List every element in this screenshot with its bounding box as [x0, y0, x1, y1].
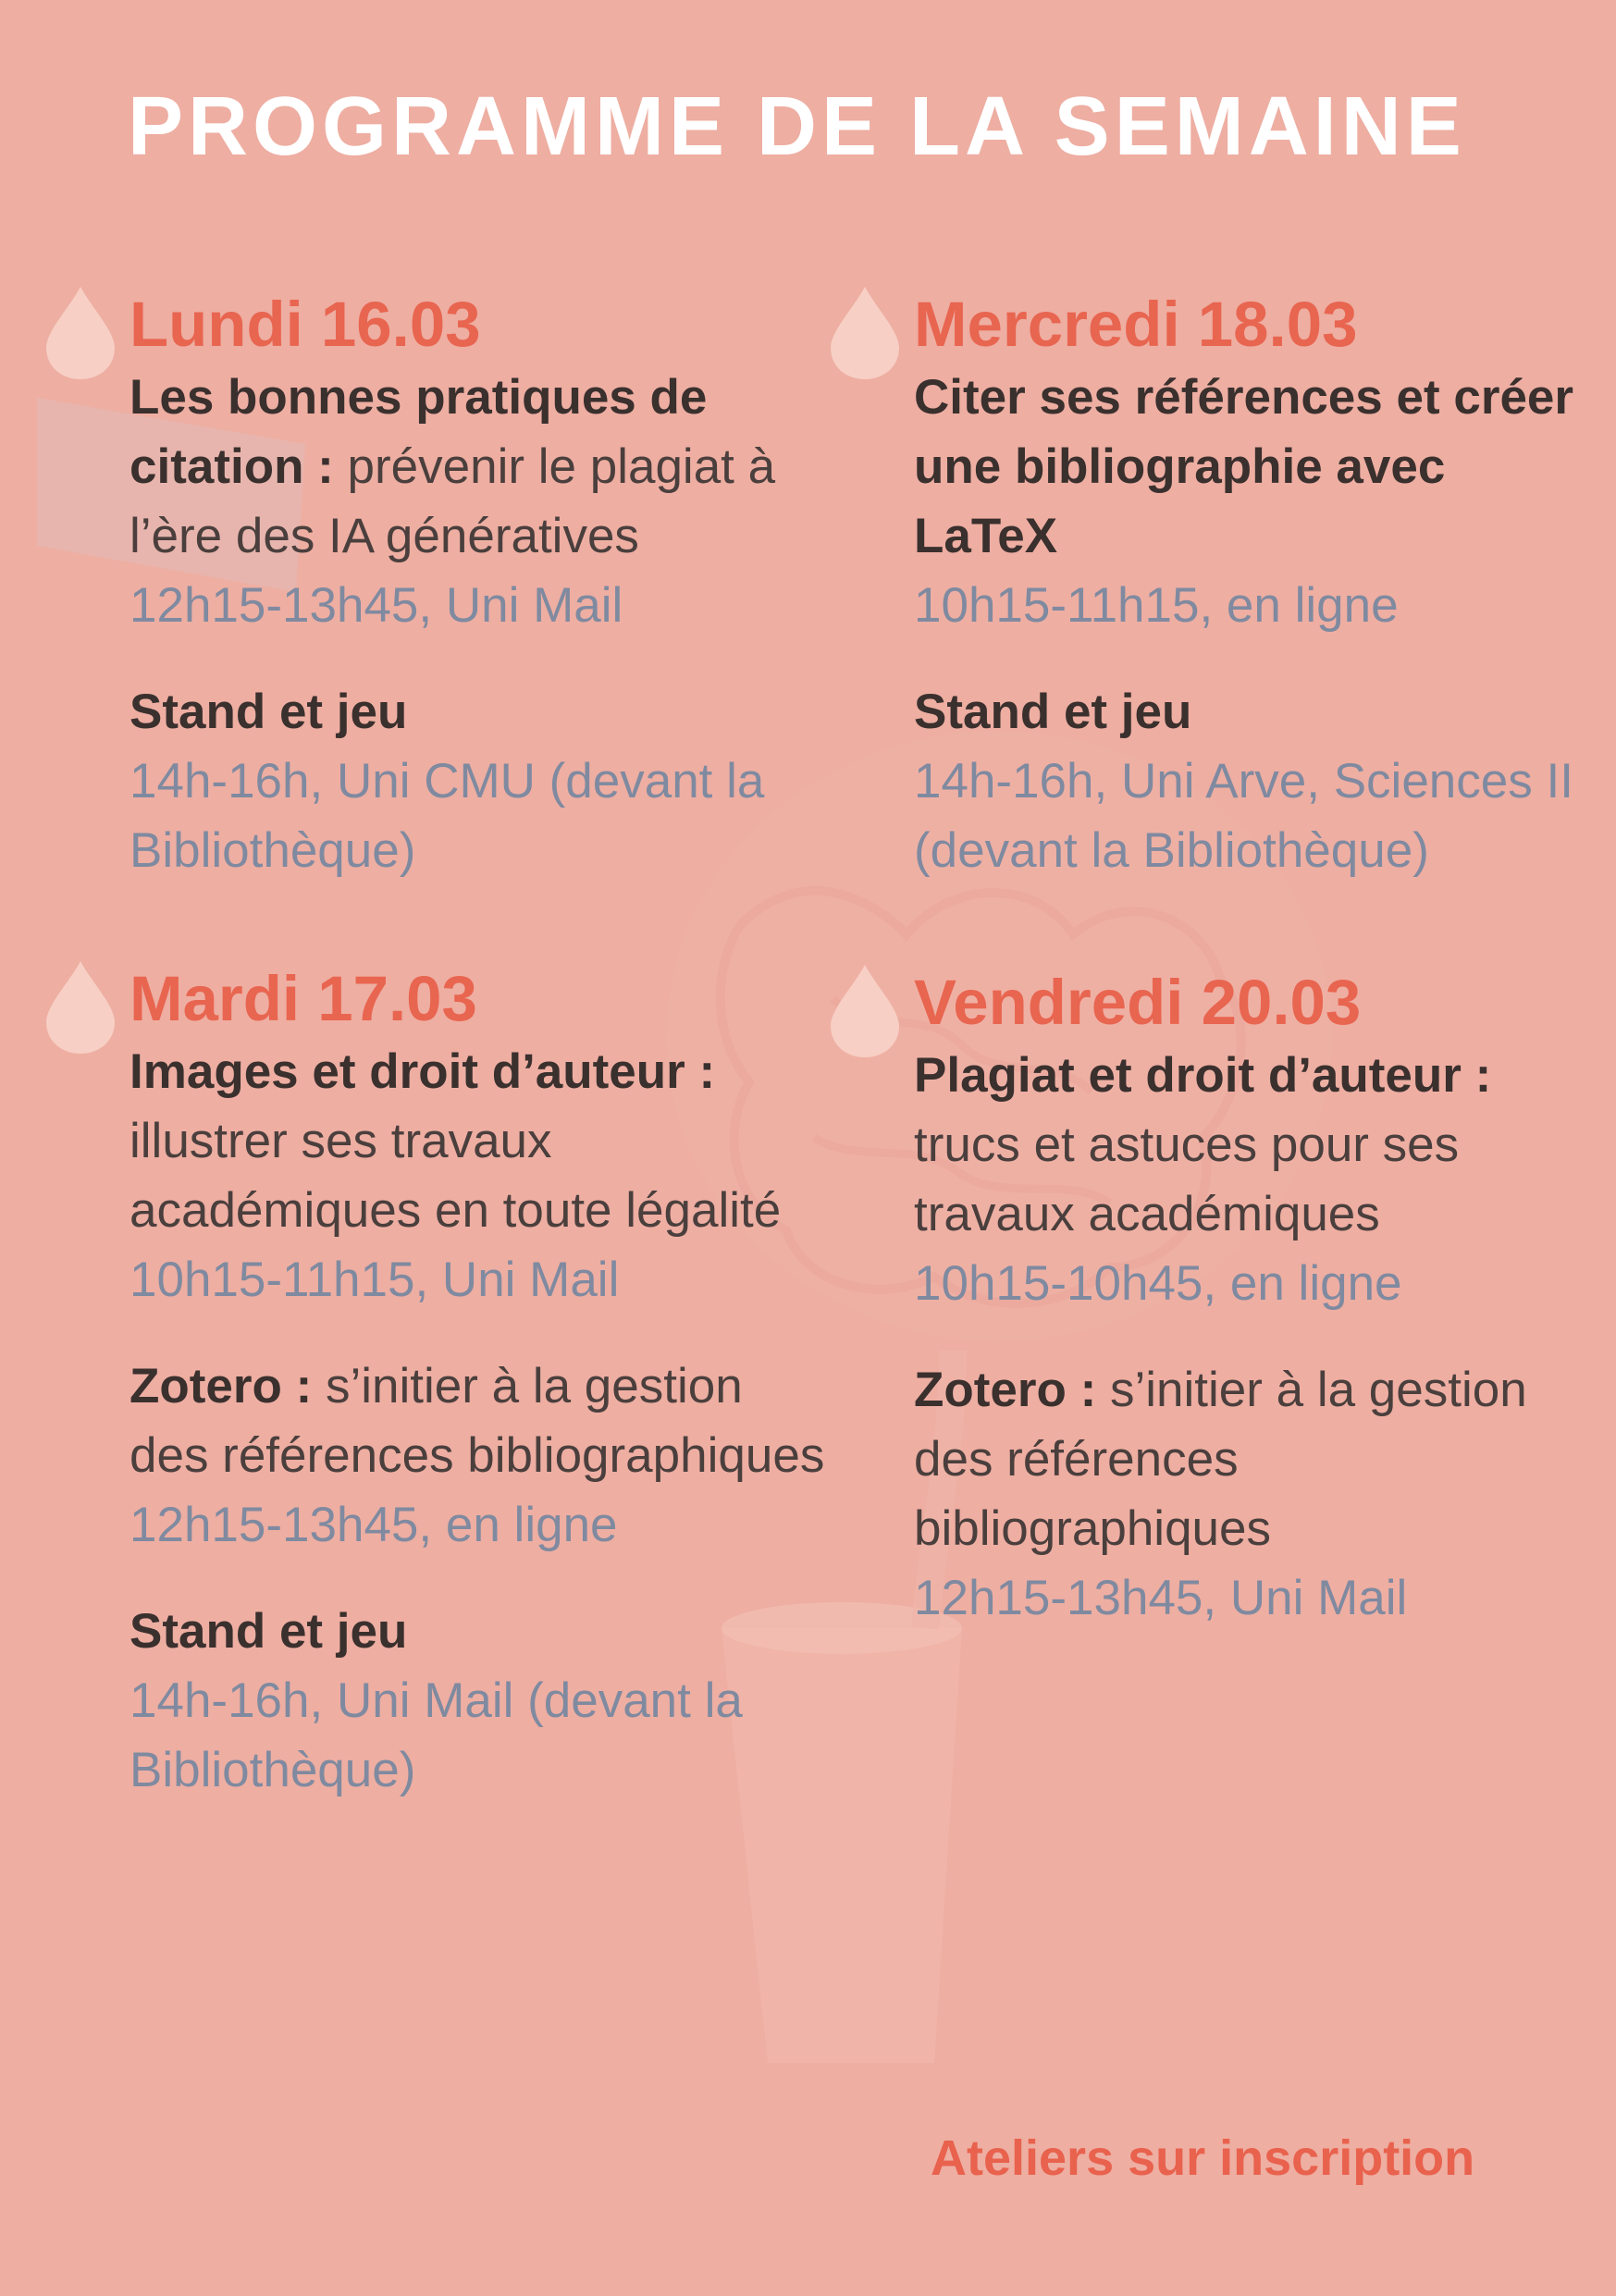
event-time-location: 12h15-13h45, Uni Mail	[130, 578, 623, 633]
event-title: Images et droit d’auteur :	[130, 1044, 716, 1099]
drop-icon	[829, 965, 901, 1057]
event-time-location: 10h15-11h15, Uni Mail	[130, 1253, 620, 1307]
event-item	[914, 1041, 1580, 1318]
event-item	[130, 1352, 833, 1560]
event-description	[914, 363, 1580, 571]
event-description	[130, 363, 833, 571]
event-description	[914, 1355, 1580, 1563]
event-title: Citer ses références et créer une bibliographie avec LaTeX	[914, 370, 1574, 563]
event-subtitle: s’initier à la gestion des références bibliographiques	[130, 1359, 825, 1483]
day-vendredi	[914, 965, 1580, 1633]
event-title: Stand et jeu	[914, 685, 1192, 739]
event-description	[130, 1352, 833, 1490]
event-time-location: 10h15-10h45, en ligne	[914, 1256, 1402, 1311]
event-subtitle: illustrer ses travaux académiques en toute légalité	[130, 1114, 782, 1238]
event-item	[130, 677, 833, 885]
event-item	[914, 677, 1580, 885]
event-time-location: 14h-16h, Uni Arve, Sciences II (devant la Bibliothèque)	[914, 754, 1573, 878]
event-title: Zotero :	[130, 1359, 313, 1413]
day-mercredi	[914, 287, 1580, 885]
event-subtitle: prévenir le plagiat à l’ère des IA génératives	[130, 439, 776, 563]
day-title: Mercredi 18.03	[914, 289, 1358, 360]
event-title: Stand et jeu	[130, 685, 408, 739]
column-left	[130, 287, 833, 1805]
day-mardi	[130, 961, 833, 1805]
event-description	[130, 677, 833, 747]
day-title: Lundi 16.03	[130, 289, 481, 360]
drop-icon	[44, 287, 117, 379]
event-time-location: 10h15-11h15, en ligne	[914, 578, 1399, 633]
event-title: Stand et jeu	[130, 1604, 408, 1659]
drop-icon	[44, 961, 117, 1054]
day-title: Vendredi 20.03	[914, 967, 1362, 1038]
event-time-location: 12h15-13h45, en ligne	[130, 1498, 618, 1552]
day-lundi	[130, 287, 833, 885]
day-title: Mardi 17.03	[130, 963, 477, 1034]
event-time-location: 14h-16h, Uni CMU (devant la Bibliothèque)	[130, 754, 765, 878]
registration-note: Ateliers sur inscription	[931, 2130, 1475, 2186]
event-item	[130, 363, 833, 640]
event-title: Zotero :	[914, 1363, 1097, 1417]
event-time-location: 14h-16h, Uni Mail (devant la Bibliothèque)	[130, 1673, 743, 1797]
event-subtitle: s’initier à la gestion des références bibliographiques	[914, 1363, 1527, 1556]
event-item	[130, 1037, 833, 1315]
event-item	[130, 1597, 833, 1805]
event-item	[914, 363, 1580, 640]
event-description	[914, 1041, 1580, 1249]
event-title: Plagiat et droit d’auteur :	[914, 1048, 1492, 1103]
event-description	[130, 1597, 833, 1666]
event-description	[130, 1037, 833, 1245]
event-time-location: 12h15-13h45, Uni Mail	[914, 1571, 1408, 1625]
event-description	[914, 677, 1580, 747]
event-item	[914, 1355, 1580, 1633]
event-subtitle: trucs et astuces pour ses travaux académiques	[914, 1117, 1460, 1241]
page-title: PROGRAMME DE LA SEMAINE	[128, 80, 1466, 173]
drop-icon	[829, 287, 901, 379]
column-right	[914, 287, 1580, 1633]
event-title: Les bonnes pratiques de citation :	[130, 370, 708, 494]
